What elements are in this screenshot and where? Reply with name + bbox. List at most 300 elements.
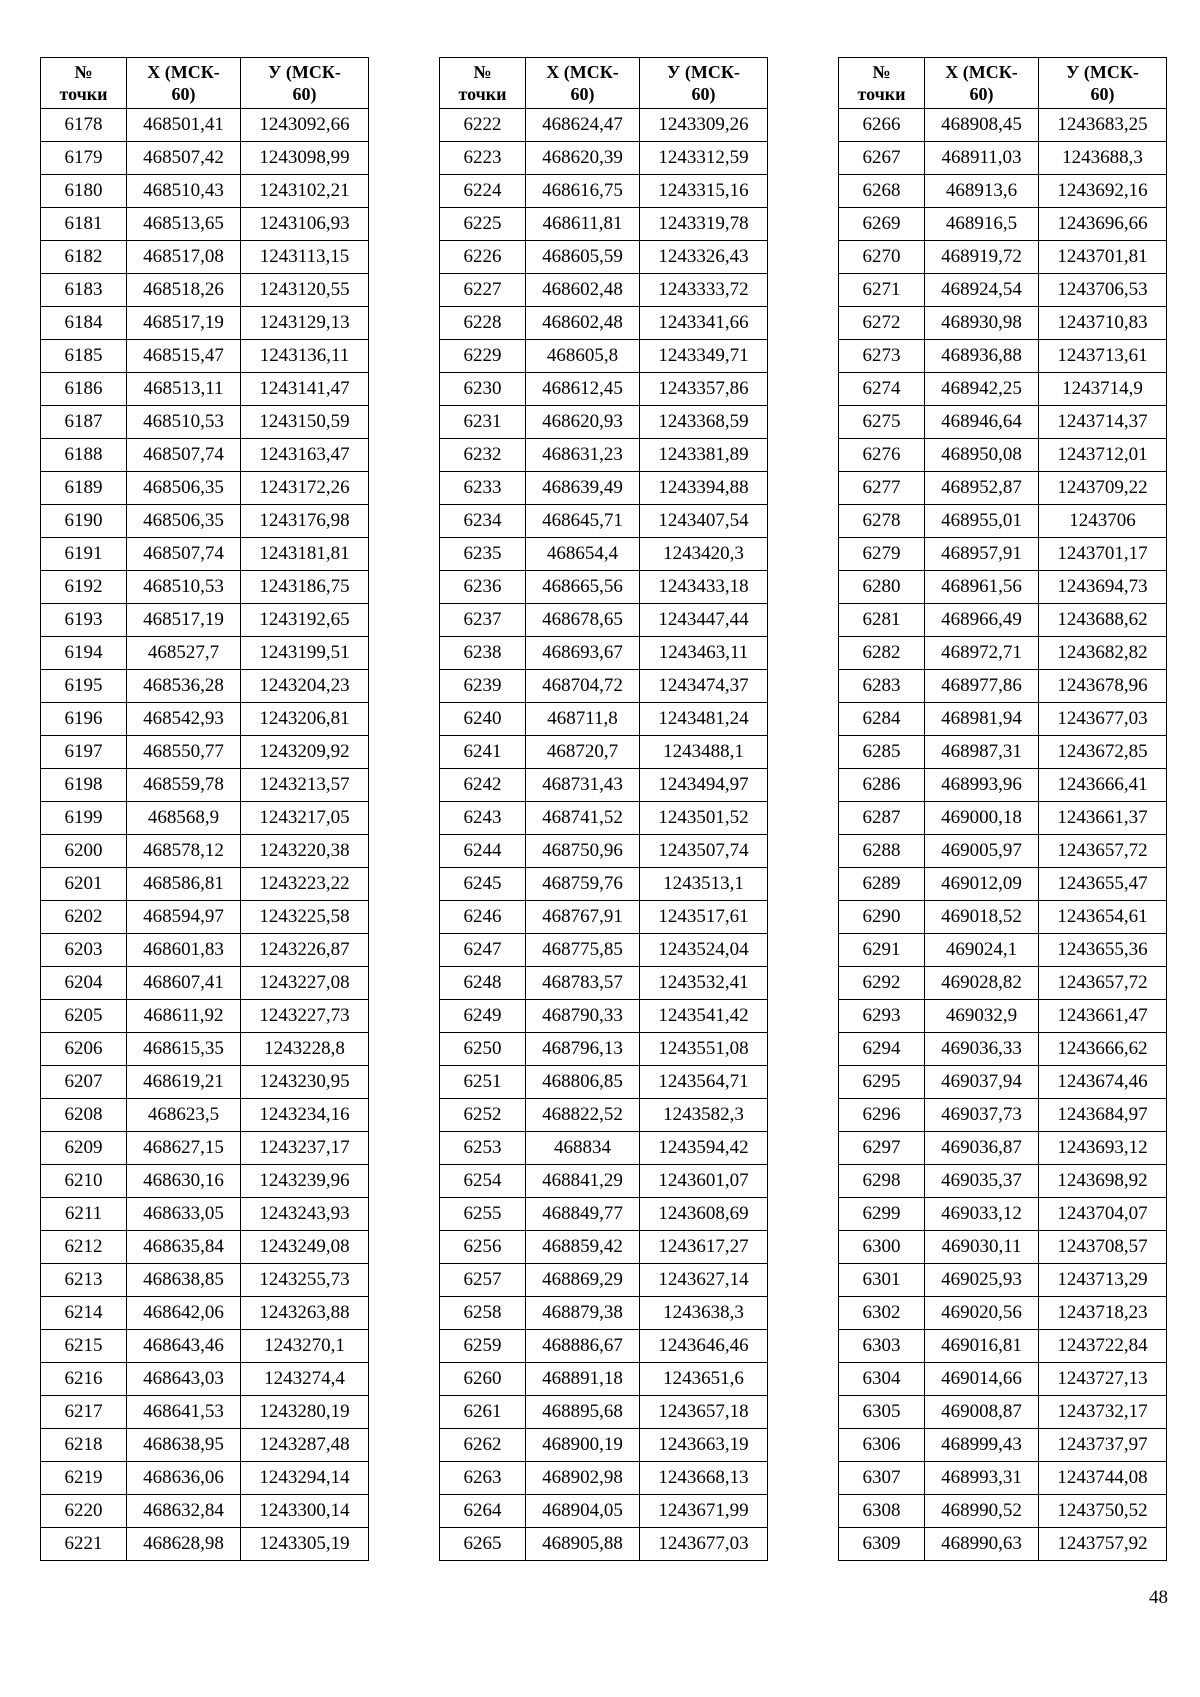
point-number-cell: 6183 xyxy=(41,274,127,307)
point-number-cell: 6208 xyxy=(41,1099,127,1132)
x-coordinate-cell: 468601,83 xyxy=(127,934,241,967)
x-coordinate-cell: 468972,71 xyxy=(925,637,1039,670)
x-coordinate-cell: 468900,19 xyxy=(526,1429,640,1462)
x-coordinate-cell: 468834 xyxy=(526,1132,640,1165)
point-number-cell: 6193 xyxy=(41,604,127,637)
point-number-cell: 6241 xyxy=(440,736,526,769)
y-coordinate-cell: 1243654,61 xyxy=(1039,901,1167,934)
point-number-cell: 6278 xyxy=(839,505,925,538)
point-number-cell: 6258 xyxy=(440,1297,526,1330)
x-coordinate-cell: 469033,12 xyxy=(925,1198,1039,1231)
table-row xyxy=(41,505,369,538)
y-coordinate-cell: 1243638,3 xyxy=(640,1297,768,1330)
point-number-cell: 6201 xyxy=(41,868,127,901)
x-coordinate-cell: 468796,13 xyxy=(526,1033,640,1066)
y-coordinate-cell: 1243657,18 xyxy=(640,1396,768,1429)
table-row xyxy=(440,175,768,208)
x-coordinate-cell: 468645,71 xyxy=(526,505,640,538)
table-row xyxy=(440,406,768,439)
point-number-cell: 6254 xyxy=(440,1165,526,1198)
y-coordinate-cell: 1243294,14 xyxy=(241,1462,369,1495)
x-coordinate-cell: 468879,38 xyxy=(526,1297,640,1330)
y-coordinate-cell: 1243199,51 xyxy=(241,637,369,670)
x-coordinate-cell: 469028,82 xyxy=(925,967,1039,1000)
x-coordinate-cell: 468886,67 xyxy=(526,1330,640,1363)
table-row xyxy=(41,604,369,637)
table-row xyxy=(41,1165,369,1198)
point-number-cell: 6225 xyxy=(440,208,526,241)
x-coordinate-cell: 468822,52 xyxy=(526,1099,640,1132)
y-coordinate-cell: 1243447,44 xyxy=(640,604,768,637)
y-coordinate-cell: 1243657,72 xyxy=(1039,967,1167,1000)
y-coordinate-cell: 1243704,07 xyxy=(1039,1198,1167,1231)
x-coordinate-cell: 469016,81 xyxy=(925,1330,1039,1363)
point-number-cell: 6209 xyxy=(41,1132,127,1165)
x-coordinate-cell: 468536,28 xyxy=(127,670,241,703)
table-row xyxy=(839,1297,1167,1330)
y-coordinate-cell: 1243243,93 xyxy=(241,1198,369,1231)
y-coordinate-cell: 1243750,52 xyxy=(1039,1495,1167,1528)
point-number-cell: 6220 xyxy=(41,1495,127,1528)
x-coordinate-cell: 468720,7 xyxy=(526,736,640,769)
table-row xyxy=(41,472,369,505)
point-number-cell: 6199 xyxy=(41,802,127,835)
table-row xyxy=(41,1198,369,1231)
point-number-cell: 6299 xyxy=(839,1198,925,1231)
x-coordinate-cell: 468620,93 xyxy=(526,406,640,439)
table-row xyxy=(440,274,768,307)
point-number-cell: 6298 xyxy=(839,1165,925,1198)
point-number-cell: 6238 xyxy=(440,637,526,670)
table-row xyxy=(839,604,1167,637)
y-coordinate-cell: 1243706 xyxy=(1039,505,1167,538)
table-row xyxy=(839,208,1167,241)
point-number-cell: 6308 xyxy=(839,1495,925,1528)
coordinates-table-3 xyxy=(838,57,1167,1561)
x-coordinate-cell: 468628,98 xyxy=(127,1528,241,1561)
x-coordinate-cell: 469030,11 xyxy=(925,1231,1039,1264)
x-coordinate-cell: 468578,12 xyxy=(127,835,241,868)
y-coordinate-cell: 1243513,1 xyxy=(640,868,768,901)
point-number-cell: 6184 xyxy=(41,307,127,340)
point-number-cell: 6185 xyxy=(41,340,127,373)
y-coordinate-cell: 1243582,3 xyxy=(640,1099,768,1132)
y-coordinate-cell: 1243209,92 xyxy=(241,736,369,769)
x-coordinate-cell: 468841,29 xyxy=(526,1165,640,1198)
point-number-cell: 6288 xyxy=(839,835,925,868)
point-number-cell: 6194 xyxy=(41,637,127,670)
point-number-cell: 6192 xyxy=(41,571,127,604)
point-number-cell: 6302 xyxy=(839,1297,925,1330)
point-number-cell: 6212 xyxy=(41,1231,127,1264)
x-coordinate-cell: 468993,96 xyxy=(925,769,1039,802)
x-coordinate-cell: 468602,48 xyxy=(526,274,640,307)
y-coordinate-cell: 1243666,41 xyxy=(1039,769,1167,802)
table-row xyxy=(41,175,369,208)
point-number-cell: 6211 xyxy=(41,1198,127,1231)
point-number-cell: 6230 xyxy=(440,373,526,406)
y-coordinate-cell: 1243712,01 xyxy=(1039,439,1167,472)
table-row xyxy=(41,307,369,340)
x-coordinate-cell: 468902,98 xyxy=(526,1462,640,1495)
table-row xyxy=(839,934,1167,967)
y-coordinate-cell: 1243433,18 xyxy=(640,571,768,604)
point-number-cell: 6263 xyxy=(440,1462,526,1495)
y-coordinate-cell: 1243287,48 xyxy=(241,1429,369,1462)
table-row xyxy=(839,1000,1167,1033)
coordinates-table-1 xyxy=(40,57,369,1561)
x-coordinate-cell: 468908,45 xyxy=(925,109,1039,142)
point-number-cell: 6217 xyxy=(41,1396,127,1429)
y-coordinate-cell: 1243655,36 xyxy=(1039,934,1167,967)
point-number-cell: 6296 xyxy=(839,1099,925,1132)
table-row xyxy=(839,901,1167,934)
point-number-cell: 6262 xyxy=(440,1429,526,1462)
x-coordinate-cell: 468635,84 xyxy=(127,1231,241,1264)
point-number-cell: 6264 xyxy=(440,1495,526,1528)
x-coordinate-cell: 468642,06 xyxy=(127,1297,241,1330)
y-coordinate-cell: 1243220,38 xyxy=(241,835,369,868)
point-number-cell: 6243 xyxy=(440,802,526,835)
point-number-cell: 6259 xyxy=(440,1330,526,1363)
x-coordinate-cell: 468517,19 xyxy=(127,604,241,637)
x-coordinate-cell: 468612,45 xyxy=(526,373,640,406)
table-row xyxy=(839,1198,1167,1231)
point-number-cell: 6249 xyxy=(440,1000,526,1033)
point-number-cell: 6287 xyxy=(839,802,925,835)
point-number-cell: 6286 xyxy=(839,769,925,802)
y-coordinate-cell: 1243309,26 xyxy=(640,109,768,142)
y-coordinate-cell: 1243474,37 xyxy=(640,670,768,703)
x-coordinate-cell: 468775,85 xyxy=(526,934,640,967)
point-number-cell: 6219 xyxy=(41,1462,127,1495)
x-coordinate-cell: 468616,75 xyxy=(526,175,640,208)
point-number-cell: 6227 xyxy=(440,274,526,307)
y-coordinate-cell: 1243666,62 xyxy=(1039,1033,1167,1066)
table-row xyxy=(839,373,1167,406)
point-number-cell: 6235 xyxy=(440,538,526,571)
table-row xyxy=(41,1363,369,1396)
y-coordinate-cell: 1243213,57 xyxy=(241,769,369,802)
x-coordinate-cell: 468643,46 xyxy=(127,1330,241,1363)
table-row xyxy=(41,1099,369,1132)
table-row xyxy=(440,373,768,406)
x-coordinate-cell: 468517,08 xyxy=(127,241,241,274)
y-coordinate-cell: 1243663,19 xyxy=(640,1429,768,1462)
point-number-cell: 6276 xyxy=(839,439,925,472)
x-coordinate-cell: 468950,08 xyxy=(925,439,1039,472)
y-coordinate-header: У (МСК- 60) xyxy=(1039,58,1167,109)
point-number-cell: 6256 xyxy=(440,1231,526,1264)
y-coordinate-cell: 1243172,26 xyxy=(241,472,369,505)
x-coordinate-cell: 468527,7 xyxy=(127,637,241,670)
x-coordinate-cell: 468942,25 xyxy=(925,373,1039,406)
x-coordinate-cell: 469035,37 xyxy=(925,1165,1039,1198)
point-number-cell: 6223 xyxy=(440,142,526,175)
y-coordinate-cell: 1243708,57 xyxy=(1039,1231,1167,1264)
x-coordinate-cell: 468611,81 xyxy=(526,208,640,241)
y-coordinate-cell: 1243701,81 xyxy=(1039,241,1167,274)
x-coordinate-cell: 468605,8 xyxy=(526,340,640,373)
x-coordinate-cell: 468990,63 xyxy=(925,1528,1039,1561)
x-coordinate-cell: 468704,72 xyxy=(526,670,640,703)
point-number-cell: 6196 xyxy=(41,703,127,736)
x-coordinate-cell: 468627,15 xyxy=(127,1132,241,1165)
table-row xyxy=(839,868,1167,901)
y-coordinate-cell: 1243737,97 xyxy=(1039,1429,1167,1462)
table-row xyxy=(839,340,1167,373)
y-coordinate-cell: 1243714,9 xyxy=(1039,373,1167,406)
y-coordinate-cell: 1243092,66 xyxy=(241,109,369,142)
table-row xyxy=(440,1297,768,1330)
y-coordinate-cell: 1243223,22 xyxy=(241,868,369,901)
table-row xyxy=(440,340,768,373)
x-coordinate-cell: 468620,39 xyxy=(526,142,640,175)
table-row xyxy=(41,208,369,241)
point-number-cell: 6305 xyxy=(839,1396,925,1429)
point-number-cell: 6273 xyxy=(839,340,925,373)
point-number-cell: 6270 xyxy=(839,241,925,274)
table-row xyxy=(440,637,768,670)
x-coordinate-cell: 468513,11 xyxy=(127,373,241,406)
y-coordinate-cell: 1243501,52 xyxy=(640,802,768,835)
point-number-cell: 6221 xyxy=(41,1528,127,1561)
point-number-cell: 6304 xyxy=(839,1363,925,1396)
point-number-cell: 6281 xyxy=(839,604,925,637)
y-coordinate-header: У (МСК- 60) xyxy=(640,58,768,109)
y-coordinate-cell: 1243532,41 xyxy=(640,967,768,1000)
y-coordinate-cell: 1243206,81 xyxy=(241,703,369,736)
table-row xyxy=(440,769,768,802)
table-row xyxy=(41,142,369,175)
point-number-cell: 6301 xyxy=(839,1264,925,1297)
table-row xyxy=(41,1264,369,1297)
point-number-cell: 6285 xyxy=(839,736,925,769)
table-row xyxy=(440,670,768,703)
y-coordinate-cell: 1243541,42 xyxy=(640,1000,768,1033)
point-number-cell: 6284 xyxy=(839,703,925,736)
y-coordinate-cell: 1243239,96 xyxy=(241,1165,369,1198)
point-number-cell: 6187 xyxy=(41,406,127,439)
x-coordinate-cell: 468639,49 xyxy=(526,472,640,505)
header-row xyxy=(41,58,369,109)
table-row xyxy=(41,802,369,835)
y-coordinate-cell: 1243655,47 xyxy=(1039,868,1167,901)
x-coordinate-cell: 468955,01 xyxy=(925,505,1039,538)
table-row xyxy=(839,1132,1167,1165)
point-number-cell: 6178 xyxy=(41,109,127,142)
point-number-cell: 6274 xyxy=(839,373,925,406)
y-coordinate-cell: 1243237,17 xyxy=(241,1132,369,1165)
x-coordinate-cell: 468632,84 xyxy=(127,1495,241,1528)
y-coordinate-cell: 1243494,97 xyxy=(640,769,768,802)
y-coordinate-cell: 1243757,92 xyxy=(1039,1528,1167,1561)
point-number-cell: 6244 xyxy=(440,835,526,868)
y-coordinate-cell: 1243163,47 xyxy=(241,439,369,472)
table-row xyxy=(440,1396,768,1429)
point-number-cell: 6214 xyxy=(41,1297,127,1330)
y-coordinate-cell: 1243692,16 xyxy=(1039,175,1167,208)
table-row xyxy=(440,109,768,142)
point-number-cell: 6204 xyxy=(41,967,127,1000)
table-row xyxy=(839,1066,1167,1099)
table-row xyxy=(440,472,768,505)
table-row xyxy=(839,769,1167,802)
x-coordinate-cell: 469037,94 xyxy=(925,1066,1039,1099)
x-coordinate-cell: 468891,18 xyxy=(526,1363,640,1396)
x-coordinate-cell: 469012,09 xyxy=(925,868,1039,901)
table-row xyxy=(41,835,369,868)
table-row xyxy=(440,1033,768,1066)
y-coordinate-cell: 1243234,16 xyxy=(241,1099,369,1132)
table-row xyxy=(41,241,369,274)
point-number-cell: 6250 xyxy=(440,1033,526,1066)
x-coordinate-cell: 468542,93 xyxy=(127,703,241,736)
x-coordinate-cell: 468633,05 xyxy=(127,1198,241,1231)
y-coordinate-cell: 1243646,46 xyxy=(640,1330,768,1363)
table-row xyxy=(41,1297,369,1330)
table-row xyxy=(839,1495,1167,1528)
point-number-cell: 6269 xyxy=(839,208,925,241)
table-row xyxy=(440,703,768,736)
point-number-cell: 6198 xyxy=(41,769,127,802)
point-number-cell: 6283 xyxy=(839,670,925,703)
table-row xyxy=(440,835,768,868)
y-coordinate-cell: 1243564,71 xyxy=(640,1066,768,1099)
x-coordinate-cell: 468506,35 xyxy=(127,472,241,505)
x-coordinate-cell: 469014,66 xyxy=(925,1363,1039,1396)
point-number-cell: 6224 xyxy=(440,175,526,208)
y-coordinate-cell: 1243682,82 xyxy=(1039,637,1167,670)
x-coordinate-cell: 468607,41 xyxy=(127,967,241,1000)
y-coordinate-cell: 1243488,1 xyxy=(640,736,768,769)
table-row xyxy=(41,1132,369,1165)
y-coordinate-cell: 1243594,42 xyxy=(640,1132,768,1165)
y-coordinate-cell: 1243693,12 xyxy=(1039,1132,1167,1165)
y-coordinate-cell: 1243671,99 xyxy=(640,1495,768,1528)
table-row xyxy=(440,538,768,571)
y-coordinate-cell: 1243186,75 xyxy=(241,571,369,604)
x-coordinate-cell: 468767,91 xyxy=(526,901,640,934)
point-number-cell: 6246 xyxy=(440,901,526,934)
table-row xyxy=(41,868,369,901)
table-row xyxy=(440,241,768,274)
point-number-cell: 6181 xyxy=(41,208,127,241)
table-row xyxy=(839,1528,1167,1561)
table-row xyxy=(839,1330,1167,1363)
table-row xyxy=(440,439,768,472)
point-number-cell: 6267 xyxy=(839,142,925,175)
point-number-cell: 6291 xyxy=(839,934,925,967)
y-coordinate-cell: 1243713,61 xyxy=(1039,340,1167,373)
point-number-cell: 6271 xyxy=(839,274,925,307)
point-number-cell: 6205 xyxy=(41,1000,127,1033)
point-number-cell: 6236 xyxy=(440,571,526,604)
point-number-cell: 6306 xyxy=(839,1429,925,1462)
x-coordinate-cell: 468993,31 xyxy=(925,1462,1039,1495)
point-number-cell: 6216 xyxy=(41,1363,127,1396)
x-coordinate-cell: 468641,53 xyxy=(127,1396,241,1429)
y-coordinate-cell: 1243192,65 xyxy=(241,604,369,637)
x-coordinate-cell: 469037,73 xyxy=(925,1099,1039,1132)
x-coordinate-cell: 468911,03 xyxy=(925,142,1039,175)
y-coordinate-cell: 1243463,11 xyxy=(640,637,768,670)
x-coordinate-cell: 468594,97 xyxy=(127,901,241,934)
point-number-cell: 6265 xyxy=(440,1528,526,1561)
coordinates-table-2 xyxy=(439,57,768,1561)
table-row xyxy=(440,1132,768,1165)
x-coordinate-cell: 468977,86 xyxy=(925,670,1039,703)
x-coordinate-cell: 468559,78 xyxy=(127,769,241,802)
y-coordinate-cell: 1243420,3 xyxy=(640,538,768,571)
table-row xyxy=(440,868,768,901)
y-coordinate-cell: 1243226,87 xyxy=(241,934,369,967)
point-number-cell: 6232 xyxy=(440,439,526,472)
header-row xyxy=(440,58,768,109)
y-coordinate-cell: 1243098,99 xyxy=(241,142,369,175)
x-coordinate-cell: 468990,52 xyxy=(925,1495,1039,1528)
y-coordinate-cell: 1243312,59 xyxy=(640,142,768,175)
table-row xyxy=(41,1396,369,1429)
y-coordinate-cell: 1243394,88 xyxy=(640,472,768,505)
point-number-cell: 6266 xyxy=(839,109,925,142)
point-number-cell: 6191 xyxy=(41,538,127,571)
table-row xyxy=(839,1396,1167,1429)
table-row xyxy=(41,1000,369,1033)
table-row xyxy=(839,109,1167,142)
table-row xyxy=(41,373,369,406)
table-row xyxy=(839,307,1167,340)
table-row xyxy=(839,571,1167,604)
header-row xyxy=(839,58,1167,109)
point-number-cell: 6292 xyxy=(839,967,925,1000)
point-number-cell: 6182 xyxy=(41,241,127,274)
point-number-cell: 6293 xyxy=(839,1000,925,1033)
point-number-cell: 6242 xyxy=(440,769,526,802)
table-row xyxy=(41,571,369,604)
table-row xyxy=(41,670,369,703)
y-coordinate-cell: 1243181,81 xyxy=(241,538,369,571)
x-coordinate-cell: 468510,53 xyxy=(127,571,241,604)
table-row xyxy=(440,1363,768,1396)
y-coordinate-header: У (МСК- 60) xyxy=(241,58,369,109)
point-number-cell: 6272 xyxy=(839,307,925,340)
y-coordinate-cell: 1243204,23 xyxy=(241,670,369,703)
point-number-cell: 6289 xyxy=(839,868,925,901)
x-coordinate-cell: 468930,98 xyxy=(925,307,1039,340)
y-coordinate-cell: 1243713,29 xyxy=(1039,1264,1167,1297)
table-row xyxy=(41,538,369,571)
point-number-cell: 6257 xyxy=(440,1264,526,1297)
point-number-cell: 6237 xyxy=(440,604,526,637)
point-number-cell: 6307 xyxy=(839,1462,925,1495)
y-coordinate-cell: 1243113,15 xyxy=(241,241,369,274)
x-coordinate-cell: 468568,9 xyxy=(127,802,241,835)
y-coordinate-cell: 1243718,23 xyxy=(1039,1297,1167,1330)
y-coordinate-cell: 1243326,43 xyxy=(640,241,768,274)
point-number-cell: 6251 xyxy=(440,1066,526,1099)
x-coordinate-cell: 468602,48 xyxy=(526,307,640,340)
y-coordinate-cell: 1243608,69 xyxy=(640,1198,768,1231)
point-number-cell: 6222 xyxy=(440,109,526,142)
point-number-cell: 6234 xyxy=(440,505,526,538)
table-row xyxy=(440,736,768,769)
table-row xyxy=(440,1066,768,1099)
y-coordinate-cell: 1243150,59 xyxy=(241,406,369,439)
table-row xyxy=(41,934,369,967)
x-coordinate-cell: 468517,19 xyxy=(127,307,241,340)
y-coordinate-cell: 1243319,78 xyxy=(640,208,768,241)
